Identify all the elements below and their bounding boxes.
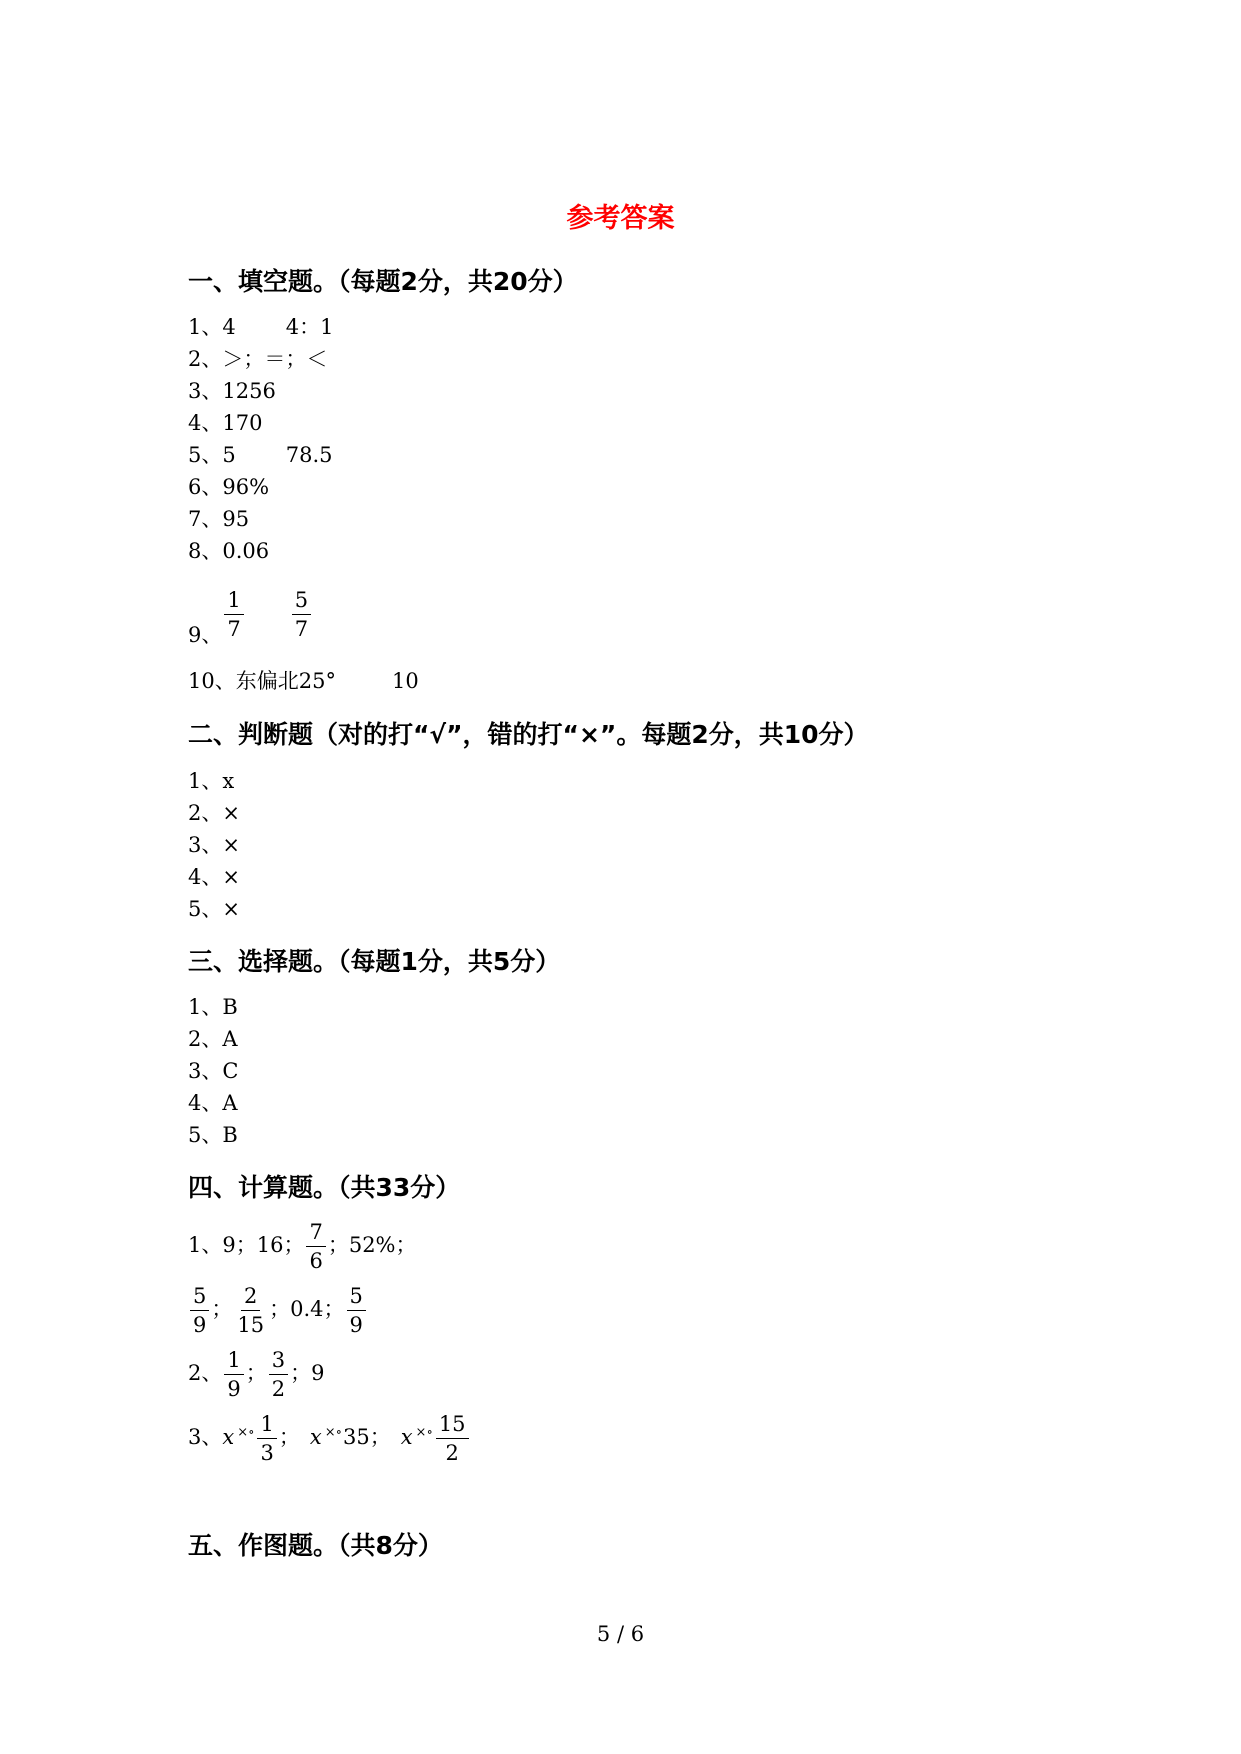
answer-1-3: 3、1256 bbox=[188, 379, 276, 403]
answer-2-5: 5、× bbox=[188, 897, 240, 921]
fraction: $\frac{1}{7}$ bbox=[224, 588, 243, 641]
answer-text: ； bbox=[278, 1425, 300, 1450]
answer-label: 1、 bbox=[188, 315, 223, 339]
answer-value: 4：1 bbox=[285, 315, 334, 339]
answer-3-4: 4、A bbox=[188, 1091, 238, 1115]
answer-1-4: 4、170 bbox=[188, 411, 263, 435]
answer-value: 10 bbox=[391, 669, 419, 693]
section-5-heading: 五、作图题。（共8分） bbox=[188, 1531, 443, 1560]
answer-1-8: 8、0.06 bbox=[188, 539, 270, 563]
fraction: $\frac{2}{15}$ bbox=[237, 1284, 265, 1338]
page-number: 5 / 6 bbox=[596, 1622, 645, 1646]
answer-text: ；0.4； bbox=[269, 1297, 345, 1322]
variable-x: x bbox=[400, 1425, 413, 1450]
section-2-heading: 二、判断题（对的打“√”，错的打“×”。每题2分，共10分） bbox=[188, 720, 869, 749]
answer-2-3: 3、× bbox=[188, 833, 240, 857]
answer-1-1 bbox=[188, 317, 333, 338]
answer-3-2: 2、A bbox=[188, 1027, 238, 1051]
answer-value: 4 bbox=[222, 315, 236, 339]
answer-4-1a bbox=[188, 1220, 417, 1273]
equals-symbol: ×∘ bbox=[415, 1425, 433, 1441]
answer-1-2 bbox=[188, 349, 327, 370]
fraction: $\frac{5}{9}$ bbox=[347, 1284, 366, 1337]
fraction: $\frac{5}{9}$ bbox=[190, 1284, 209, 1337]
fraction: $\frac{1}{9}$ bbox=[224, 1348, 243, 1401]
answer-text: 3、 bbox=[188, 1425, 223, 1450]
answer-1-5 bbox=[188, 445, 333, 466]
page-title: 参考答案 bbox=[566, 203, 675, 234]
answer-4-1b bbox=[188, 1284, 368, 1337]
fraction: $\frac{1}{3}$ bbox=[257, 1412, 276, 1465]
equals-symbol: ×∘ bbox=[237, 1425, 255, 1441]
section-3-heading: 三、选择题。（每题1分，共5分） bbox=[188, 947, 561, 976]
answer-text: 1、9；16； bbox=[188, 1233, 305, 1258]
answer-3-3: 3、C bbox=[188, 1059, 239, 1083]
fraction: $\frac{3}{2}$ bbox=[269, 1348, 288, 1401]
section-4-heading: 四、计算题。（共33分） bbox=[188, 1173, 461, 1202]
answer-2-1: 1、x bbox=[188, 769, 235, 793]
variable-x: x bbox=[222, 1425, 235, 1450]
answer-3-1: 1、B bbox=[188, 995, 238, 1019]
answer-label: 10、 bbox=[188, 669, 236, 693]
answer-1-7: 7、95 bbox=[188, 507, 250, 531]
answer-1-10 bbox=[188, 671, 419, 692]
answer-4-3 bbox=[188, 1412, 471, 1465]
answer-label: 2、 bbox=[188, 347, 223, 371]
fraction: $\frac{7}{6}$ bbox=[306, 1220, 325, 1273]
answer-1-6: 6、96% bbox=[188, 475, 270, 499]
equals-symbol: ×∘ bbox=[324, 1425, 342, 1441]
answer-text: 35 bbox=[342, 1425, 370, 1450]
answer-text: ；52%； bbox=[327, 1233, 417, 1258]
variable-x: x bbox=[309, 1425, 322, 1450]
answer-text: 2、 bbox=[188, 1361, 223, 1386]
answer-2-4: 4、× bbox=[188, 865, 240, 889]
answer-1-9 bbox=[188, 588, 313, 649]
fraction: $\frac{5}{7}$ bbox=[292, 588, 311, 641]
answer-label: 5、 bbox=[188, 443, 223, 467]
answer-value: 5 bbox=[222, 443, 236, 467]
answer-2-2: 2、× bbox=[188, 801, 240, 825]
answer-text: ； bbox=[245, 1361, 267, 1386]
answer-4-2 bbox=[188, 1348, 325, 1401]
answer-3-5: 5、B bbox=[188, 1123, 238, 1147]
answer-value: 东偏北25° bbox=[235, 669, 336, 693]
fraction: $\frac{15}{2}$ bbox=[436, 1412, 469, 1465]
answer-value: 78.5 bbox=[285, 443, 333, 467]
answer-label: 9、 bbox=[188, 623, 223, 648]
answer-text: ； bbox=[211, 1297, 233, 1322]
answer-text: ； bbox=[369, 1425, 391, 1450]
answer-value: ＞；＝；＜ bbox=[222, 347, 328, 371]
answer-text: ；9 bbox=[290, 1361, 325, 1386]
section-1-heading: 一、填空题。（每题2分，共20分） bbox=[188, 267, 578, 296]
